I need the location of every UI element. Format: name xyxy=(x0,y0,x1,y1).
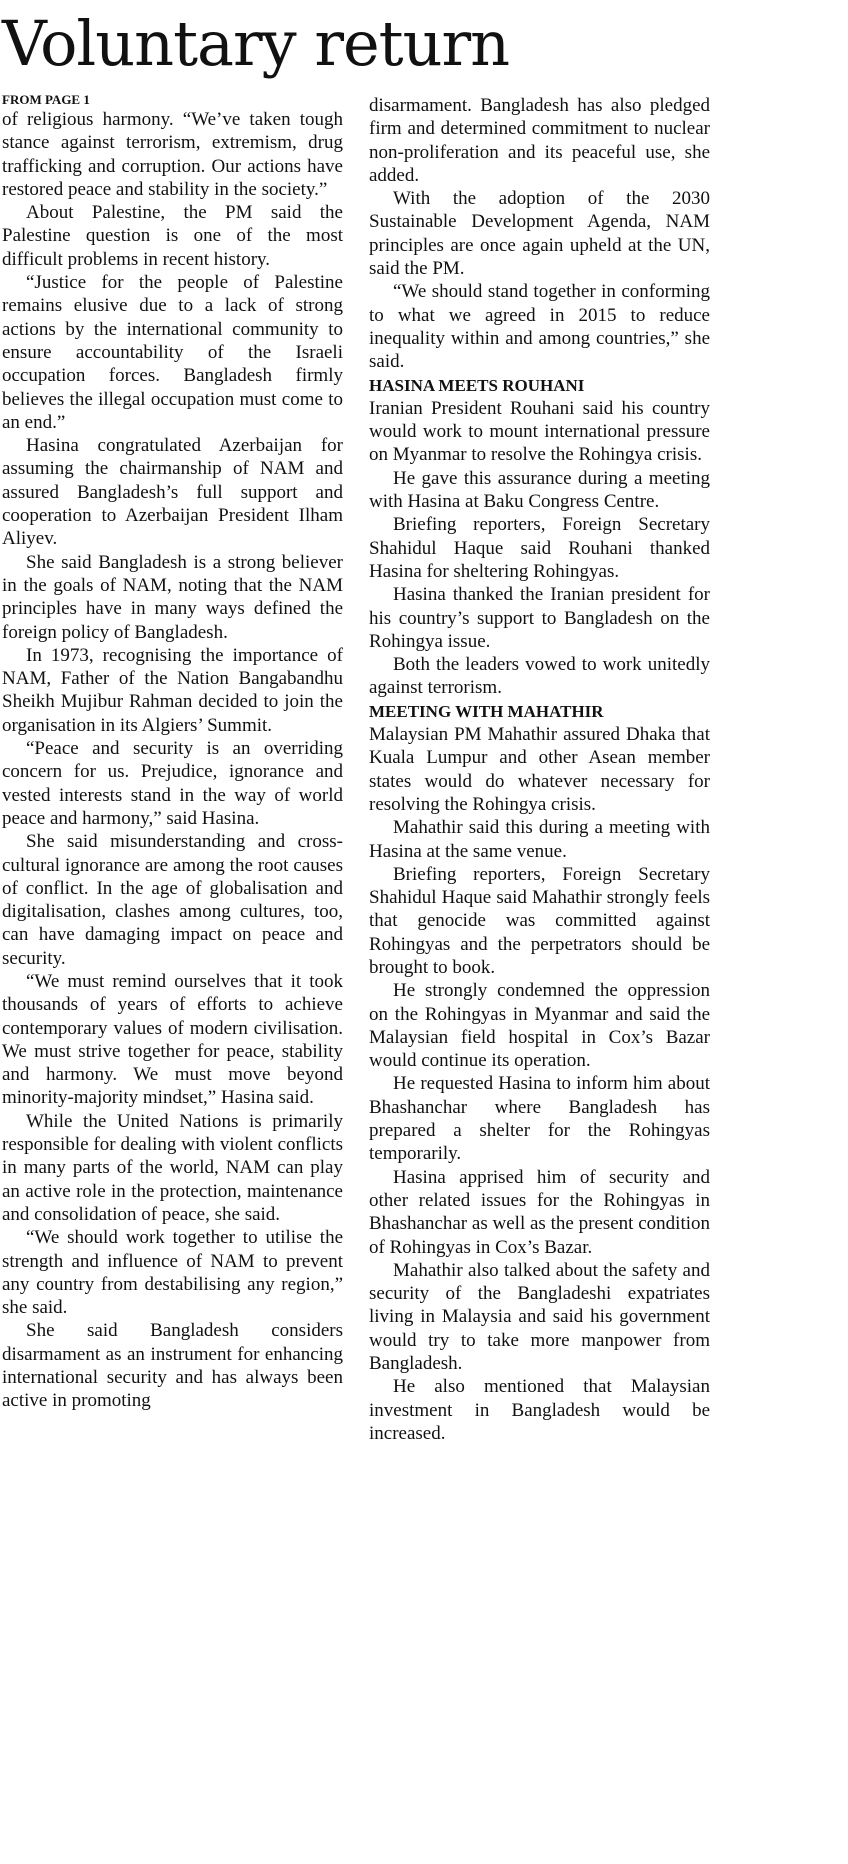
paragraph: He requested Hasina to inform him about Bhashanchar where Bangladesh has prepared a shelter for the Rohingyas temporarily. xyxy=(369,1073,710,1165)
paragraph: “Peace and security is an overriding concern for us. Prejudice, ignorance and vested interests stand in the way of world peace and harmony,” said Hasina. xyxy=(2,738,343,829)
paragraph: Mahathir also talked about the safety and security of the Bangladeshi expatriates living in Malaysia and said his government would try to take more manpower from Bangladesh. xyxy=(369,1259,710,1375)
paragraph: “We should work together to utilise the strength and influence of NAM to prevent any country from destabilising any region,” she said. xyxy=(2,1227,343,1319)
paragraph: With the adoption of the 2030 Sustainable Development Agenda, NAM principles are once again upheld at the UN, said the PM. xyxy=(369,188,710,280)
paragraph: She said Bangladesh is a strong believer in the goals of NAM, noting that the NAM principles have in many ways defined the foreign policy of Bangladesh. xyxy=(2,551,343,643)
paragraph: Both the leaders vowed to work unitedly against terrorism. xyxy=(369,654,710,699)
article-column-right xyxy=(369,94,710,1445)
paragraph: disarmament. Bangladesh has also pledged firm and determined commitment to nuclear non-proliferation and its peaceful use, she added. xyxy=(369,95,710,186)
paragraph: He also mentioned that Malaysian investment in Bangladesh would be increased. xyxy=(369,1376,710,1444)
paragraph: Hasina apprised him of security and other related issues for the Rohingyas in Bhashanchar as well as the present condition of Rohingyas in Cox’s Bazar. xyxy=(369,1166,710,1258)
paragraph: In 1973, recognising the importance of NAM, Father of the Nation Bangabandhu Sheikh Mujibur Rahman decided to join the organisation in its Algiers’ Summit. xyxy=(2,644,343,736)
article-column-left xyxy=(2,92,343,1413)
paragraph: About Palestine, the PM said the Palestine question is one of the most difficult problems in recent history. xyxy=(2,202,343,270)
subhead-mahathir: MEETING WITH MAHATHIR xyxy=(369,701,604,721)
paragraph: Briefing reporters, Foreign Secretary Shahidul Haque said Mahathir strongly feels that genocide was committed against Rohingyas and the perpetrators should be brought to book. xyxy=(369,863,710,978)
continued-from-label: FROM PAGE 1 xyxy=(2,92,90,107)
paragraph: She said Bangladesh considers disarmament as an instrument for enhancing international security and has always been active in promoting xyxy=(2,1320,343,1412)
paragraph: “We must remind ourselves that it took thousands of years of efforts to achieve contemporary values of modern civilisation. We must strive together for peace, stability and harmony. We must move beyond minority-majority mindset,” Hasina said. xyxy=(2,970,343,1109)
paragraph: He strongly condemned the oppression on the Rohingyas in Myanmar and said the Malaysian field hospital in Cox’s Bazar would continue its operation. xyxy=(369,980,710,1072)
paragraph: Mahathir said this during a meeting with Hasina at the same venue. xyxy=(369,817,710,862)
paragraph: Malaysian PM Mahathir assured Dhaka that Kuala Lumpur and other Asean member states would do whatever necessary for resolving the Rohingya crisis. xyxy=(369,724,710,815)
paragraph: She said misunderstanding and cross-cultural ignorance are among the root causes of conflict. In the age of globalisation and digitalisation, clashes among cultures, too, can have damaging impact on peace and security. xyxy=(2,831,343,969)
paragraph: of religious harmony. “We’ve taken tough stance against terrorism, extremism, drug trafficking and corruption. Our actions have restored peace and stability in the society.” xyxy=(2,109,343,200)
paragraph: While the United Nations is primarily responsible for dealing with violent conflicts in many parts of the world, NAM can play an active role in the protection, maintenance and consolidation of peace, she said. xyxy=(2,1110,343,1225)
paragraph: Briefing reporters, Foreign Secretary Shahidul Haque said Rouhani thanked Hasina for sheltering Rohingyas. xyxy=(369,514,710,582)
paragraph: He gave this assurance during a meeting with Hasina at Baku Congress Centre. xyxy=(369,467,710,513)
paragraph: Iranian President Rouhani said his country would work to mount international pressure on Myanmar to resolve the Rohingya crisis. xyxy=(369,397,710,466)
paragraph: Hasina thanked the Iranian president for his country’s support to Bangladesh on the Rohingya issue. xyxy=(369,584,710,652)
paragraph: “Justice for the people of Palestine remains elusive due to a lack of strong actions by the international community to ensure accountability of the Israeli occupation forces. Bangladesh firmly believes the illegal occupation must come to an end.” xyxy=(2,272,343,433)
headline: Voluntary return xyxy=(2,7,510,80)
paragraph: “We should stand together in conforming to what we agreed in 2015 to reduce inequality within and among countries,” she said. xyxy=(369,281,710,373)
paragraph: Hasina congratulated Azerbaijan for assuming the chairmanship of NAM and assured Bangladesh’s full support and cooperation to Azerbaijan President Ilham Aliyev. xyxy=(2,435,343,550)
subhead-rouhani: HASINA MEETS ROUHANI xyxy=(369,375,585,395)
